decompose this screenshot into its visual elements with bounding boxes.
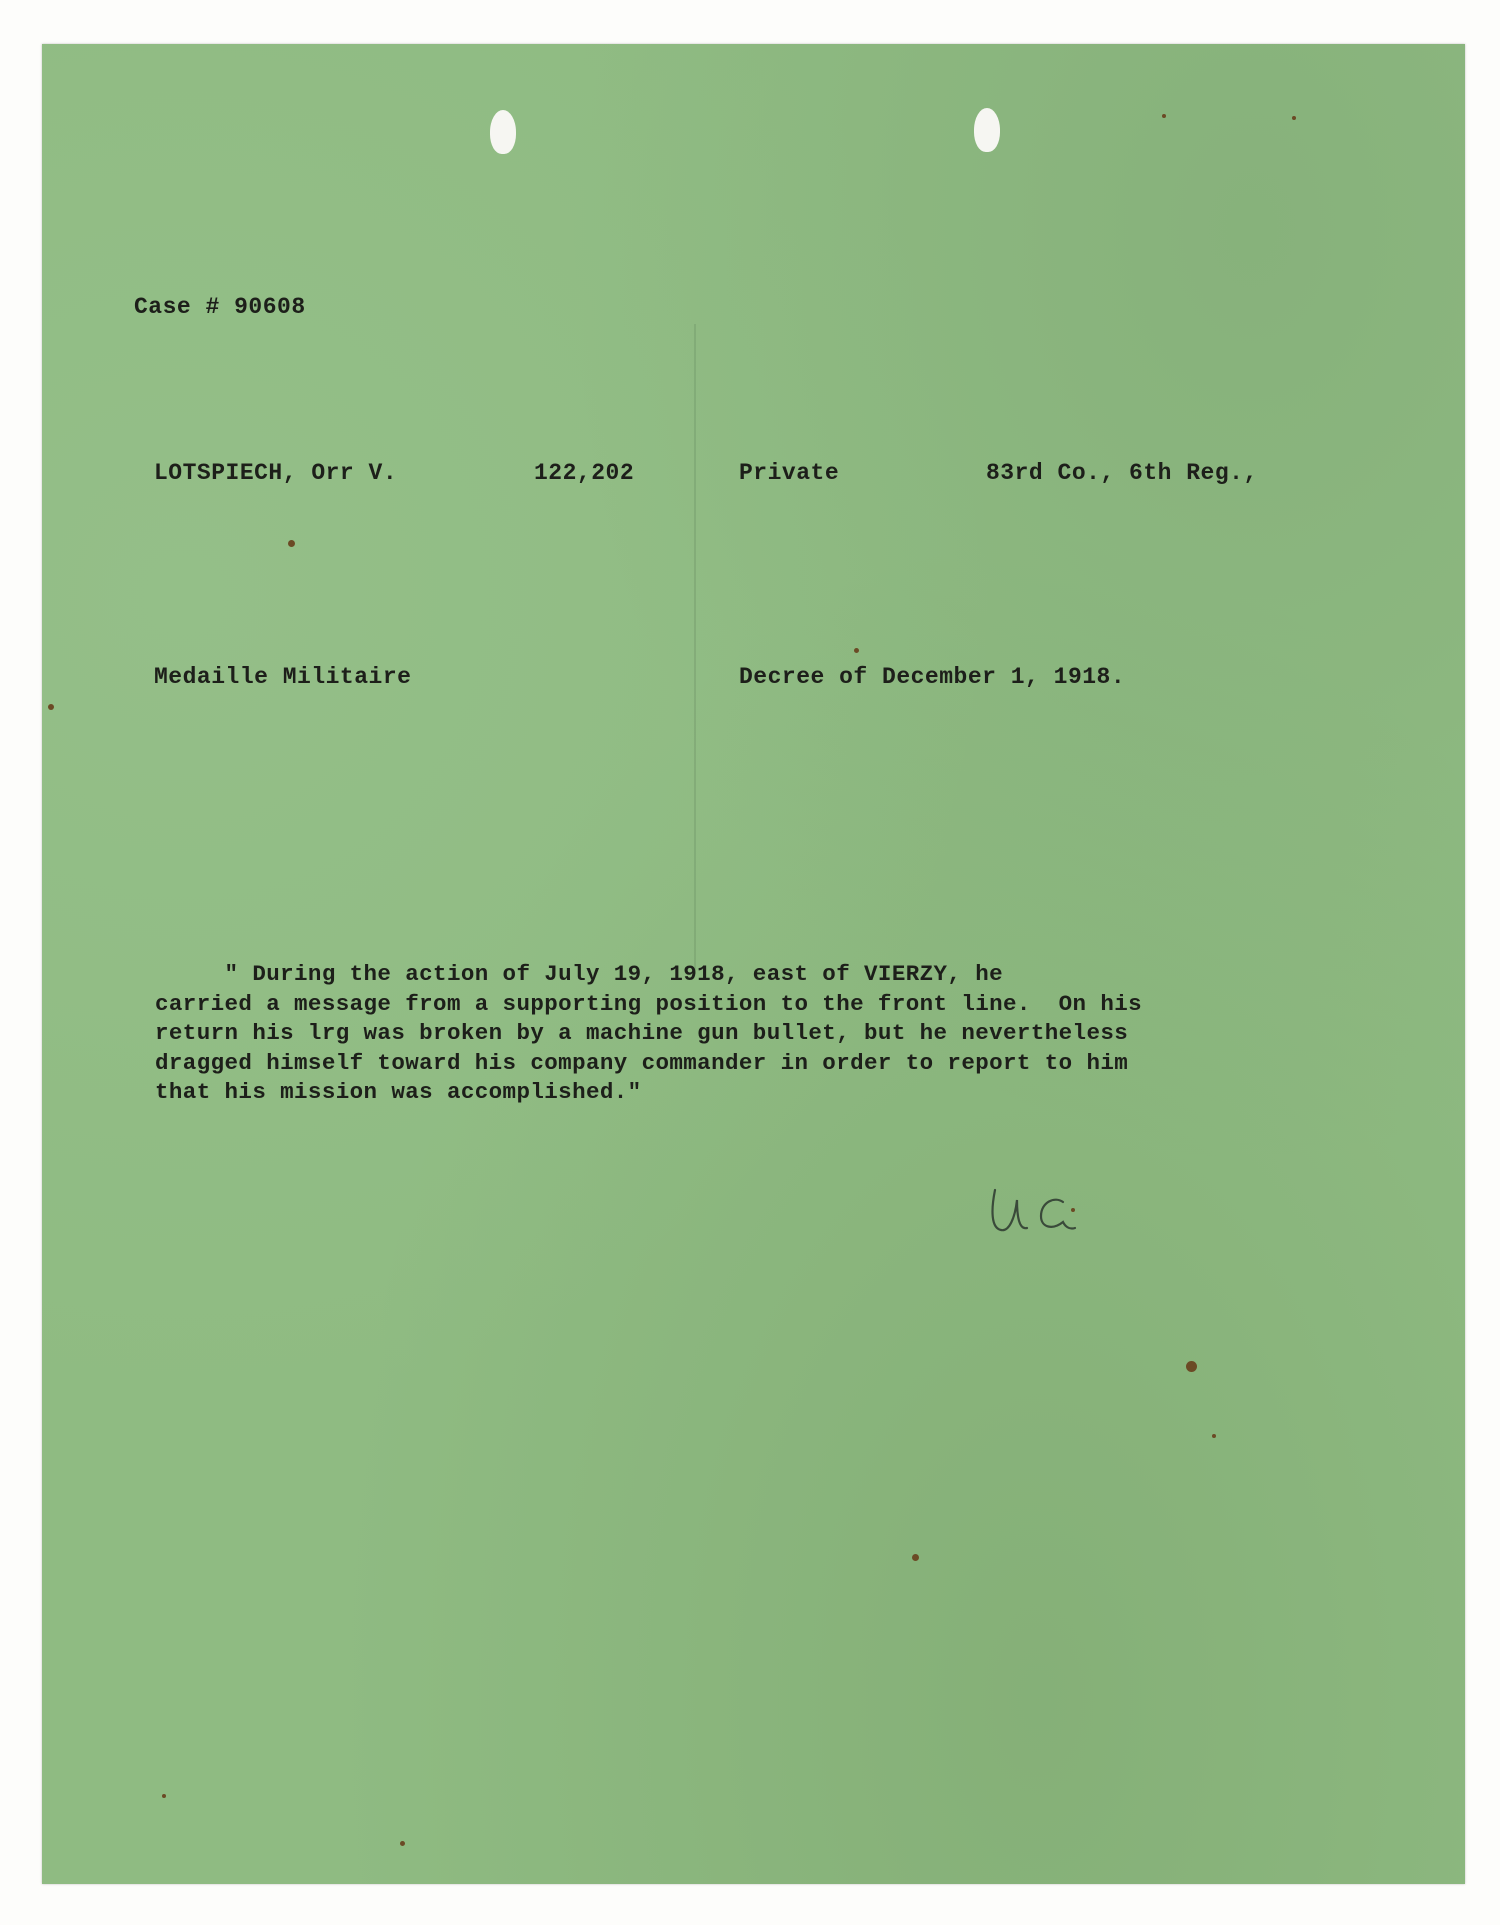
stain-speck: [288, 540, 295, 547]
citation-line: return his lrg was broken by a machine gun bullet, but he nevertheless: [155, 1020, 1129, 1046]
unit: 83rd Co., 6th Reg.,: [986, 460, 1258, 486]
case-number: Case # 90608: [134, 294, 306, 320]
decree-date: Decree of December 1, 1918.: [739, 664, 1126, 690]
stain-speck: [854, 648, 859, 653]
stain-speck: [48, 704, 54, 710]
citation-line: " During the action of July 19, 1918, east of VIERZY, he: [155, 961, 1004, 987]
stain-speck: [1162, 114, 1166, 118]
award-name: Medaille Militaire: [154, 664, 412, 690]
stain-speck: [400, 1841, 405, 1846]
stain-speck: [1212, 1434, 1216, 1438]
fold-crease: [694, 324, 696, 974]
service-number: 122,202: [534, 460, 635, 486]
stain-speck: [1292, 116, 1296, 120]
citation-line: carried a message from a supporting position to the front line. On his: [155, 990, 1143, 1017]
punch-hole-left: [490, 110, 516, 154]
handwritten-initials: [977, 1170, 1137, 1250]
citation-line: dragged himself toward his company commander in order to report to him: [155, 1049, 1129, 1076]
recipient-name: LOTSPIECH, Orr V.: [154, 460, 398, 486]
stain-speck: [1071, 1208, 1075, 1212]
stain-speck: [162, 1794, 166, 1798]
stain-speck: [1186, 1361, 1197, 1372]
punch-hole-right: [974, 108, 1000, 152]
stain-speck: [912, 1554, 919, 1561]
document-page: [42, 44, 1465, 1884]
citation-text: [155, 960, 1205, 1108]
citation-line: that his mission was accomplished.": [155, 1079, 642, 1105]
rank: Private: [739, 460, 840, 486]
